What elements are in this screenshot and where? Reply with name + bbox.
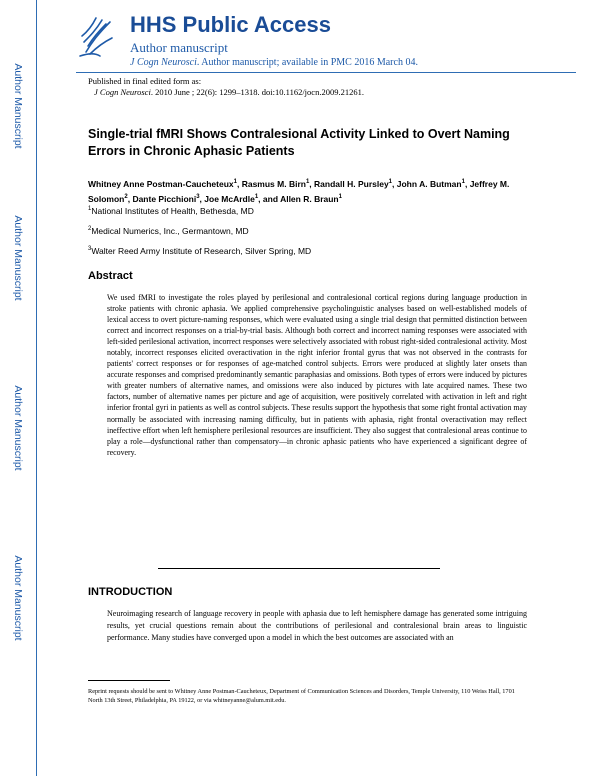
sidebar-label: Author Manuscript xyxy=(12,215,24,301)
author: John A. Butman$^1$, xyxy=(396,178,470,189)
hhs-eagle-logo-icon xyxy=(76,12,116,60)
author-manuscript-sidebar xyxy=(0,0,37,776)
citation-line xyxy=(88,87,364,98)
affiliation: $^2$Medical Numerics, Inc., Germantown, MD xyxy=(88,226,249,236)
citation-journal: J Cogn Neurosci xyxy=(94,87,151,97)
footnote-divider xyxy=(88,680,170,681)
sidebar-label: Author Manuscript xyxy=(12,385,24,471)
introduction-heading: INTRODUCTION xyxy=(88,586,173,598)
author-manuscript-subtitle: Author manuscript xyxy=(130,40,228,55)
author: Dante Picchioni$^3$, xyxy=(132,193,205,204)
author: Randall H. Pursley$^1$, xyxy=(314,178,397,189)
author-list xyxy=(88,176,538,206)
availability-line xyxy=(130,57,418,68)
published-label: Published in final edited form as: xyxy=(88,76,202,86)
sidebar-label: Author Manuscript xyxy=(12,63,24,149)
author: Joe McArdle$^1$, and xyxy=(204,193,281,204)
reprint-footnote: Reprint requests should be sent to Whitney Anne Postman-Caucheteux, Department of Communication Sciences and Disorders, Temple University, 110 Weiss Hall, 1701 North 13th Street, Philadelphia, PA 19122, or via whitneyanne@alum.mit.edu. xyxy=(88,688,515,704)
introduction-body: Neuroimaging research of language recovery in people with aphasia due to left hemisphere damage has generated some intriguing results, yet crucial questions remain about the contributions of perilesional and contralesional brain areas to linguistic performance. Many studies have converged upon a model in which the best outcomes are associated with an xyxy=(107,609,527,642)
author: Jeffrey M. Solomon$^2$, xyxy=(88,178,510,204)
journal-abbrev: J Cogn Neurosci xyxy=(130,57,197,68)
abstract-divider xyxy=(158,568,440,569)
abstract-body: We used fMRI to investigate the roles played by perilesional and contralesional cortical regions during language production in stroke patients with chronic aphasia. We applied comprehensive psycholinguistic analyses based on well-established models of lexical access to overt picture-naming responses, which were evaluated using a single trial design that permitted distinction between correct and incorrect responses on a trial-by-trial basis. Although both correct and incorrect naming responses were associated with left-sided perilesional activation, incorrect responses were selectively associated with robust right-sided contralesional activity. Most notably, incorrect responses elicited overactivation in the right inferior frontal gyrus that was not observed in the contrasts for patients' correct responses or for responses of age-matched control subjects. Errors were produced at slightly later onsets than accurate responses and comprised predominantly semantic paraphasias and omissions. Both types of errors were induced by pictures with greater numbers of alternative names, and omissions were also induced by pictures with late acquired names. These two factors, number of alternative names per picture and age of acquisition, were positively correlated with activation in left and right inferior frontal gyri in patients as well as control subjects. These results support the hypothesis that some right frontal activation may normally be associated with increasing naming difficulty, but in patients with aphasia, right frontal overactivation may reflect ineffective effort when left hemisphere perilesional resources are insufficient. They also suggest that contralesional areas continue to play a role—dysfunctional rather than compensatory—in chronic aphasic patients who have experienced a significant degree of recovery. xyxy=(107,293,527,457)
author: Rasmus M. Birn$^1$, xyxy=(241,178,315,189)
publication-info xyxy=(88,76,364,98)
paper-title: Single-trial fMRI Shows Contralesional Activity Linked to Overt Naming Errors in Chronic Aphasic Patients xyxy=(88,127,510,158)
abstract-heading: Abstract xyxy=(88,270,133,282)
affiliation: $^3$Walter Reed Army Institute of Research, Silver Spring, MD xyxy=(88,246,312,256)
citation-text: . 2010 June ; 22(6): 1299–1318. doi:10.1162/jocn.2009.21261. xyxy=(150,87,364,97)
sidebar-label: Author Manuscript xyxy=(12,555,24,641)
author: Allen R. Braun$^1$ xyxy=(280,193,342,204)
affiliation: $^1$National Institutes of Health, Bethesda, MD xyxy=(88,206,254,216)
header-divider xyxy=(76,72,576,73)
author: Whitney Anne Postman-Caucheteux$^1$, xyxy=(88,178,242,189)
availability-text: . Author manuscript; available in PMC 2016 March 04. xyxy=(196,57,418,68)
hhs-public-access-title: HHS Public Access xyxy=(130,12,331,37)
